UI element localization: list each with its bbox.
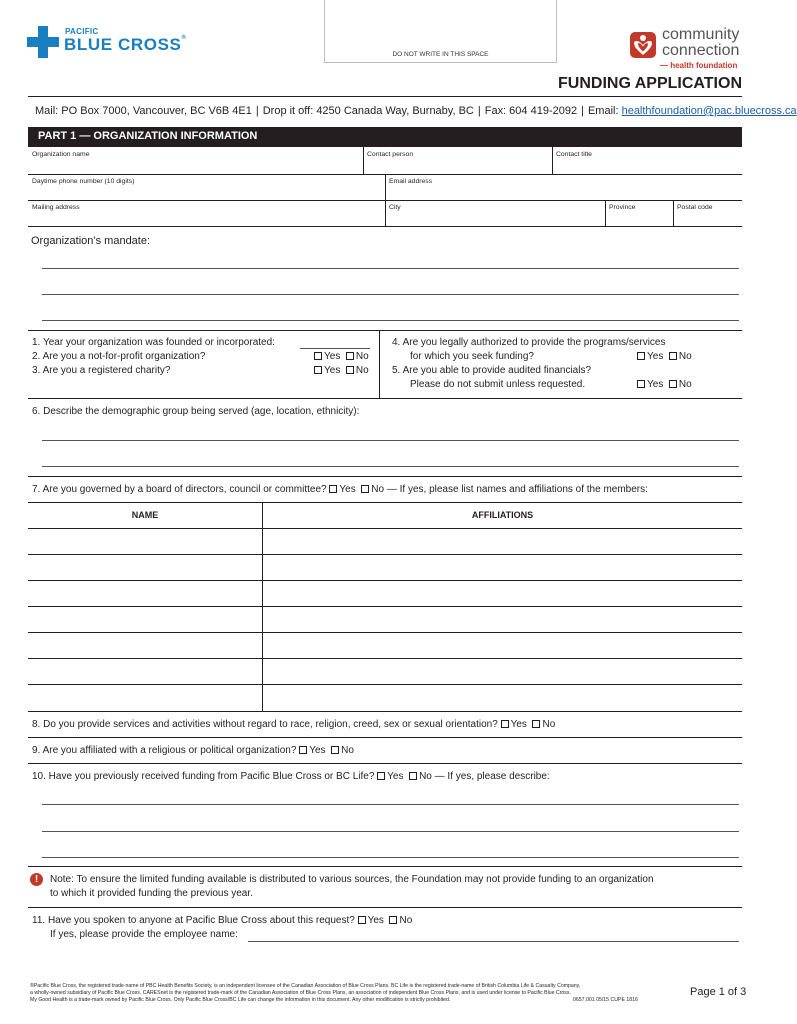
org-name-label: Organization name <box>32 151 90 158</box>
city-input[interactable] <box>386 201 605 225</box>
community-text: community <box>662 26 740 43</box>
q8-no-checkbox[interactable] <box>532 720 540 728</box>
member-affiliation-cells[interactable] <box>263 529 742 710</box>
contact-email-label: Email: <box>587 105 619 117</box>
warning-icon: ! <box>30 873 43 886</box>
footer-legal-2: a wholly-owned subsidiary of Pacific Blue Cross. CARESnet is the registered trade-mark of the Canadian Association of Blue Cross Plans, an association of independent Blue Cross Plans, and is used under license to Pacific Blue Cross. <box>30 990 571 996</box>
footer-legal-1: ®Pacific Blue Cross, the registered trade-name of PBC Health Benefits Society, is an independent licensee of the Canadian Association of Blue Cross Plans. BC Life is the registered trade-name of British Columbia Life & Casualty Company, <box>30 983 581 989</box>
table-top-border <box>28 502 742 503</box>
question-4-cont: for which you seek funding? <box>410 351 534 362</box>
col-header-affiliations: AFFILIATIONS <box>471 510 534 520</box>
q10-answer-line[interactable] <box>42 804 739 805</box>
q10-yes-checkbox[interactable] <box>377 772 385 780</box>
contact-person-label: Contact person <box>367 151 414 158</box>
form-code: 0657.001 05/15 CUPE 1816 <box>573 997 638 1003</box>
q6-answer-line[interactable] <box>42 440 739 441</box>
page-number: Page 1 of 3 <box>690 986 747 998</box>
logo-big-text: BLUE CROSS® <box>64 35 187 54</box>
province-input[interactable] <box>606 201 673 225</box>
contact-person-input[interactable] <box>364 149 552 173</box>
question-4: 4. Are you legally authorized to provide the programs/services <box>392 337 666 348</box>
q4-yes-checkbox[interactable] <box>637 352 645 360</box>
postal-code-label: Postal code <box>677 204 713 211</box>
question-1: 1. Year your organization was founded or incorporated: <box>32 337 275 348</box>
part1-banner <box>28 127 742 147</box>
separator: | <box>477 105 481 117</box>
office-use-label: DO NOT WRITE IN THIS SPACE <box>392 51 489 58</box>
note-line-2: to which it provided funding the previous year. <box>50 888 253 899</box>
city-label: City <box>389 204 401 211</box>
contact-email-link[interactable]: healthfoundation@pac.bluecross.ca <box>621 105 797 117</box>
blue-cross-icon <box>27 26 59 58</box>
section-divider <box>28 907 742 908</box>
pacific-blue-cross-logo <box>27 26 227 60</box>
q11-no-checkbox[interactable] <box>389 916 397 924</box>
question-6: 6. Describe the demographic group being served (age, location, ethnicity): <box>32 406 360 417</box>
question-11-employee: If yes, please provide the employee name: <box>50 929 238 940</box>
column-divider <box>379 330 380 398</box>
contact-title-input[interactable] <box>553 149 742 173</box>
q11-yes-checkbox[interactable] <box>358 916 366 924</box>
q3-options: Yes No <box>314 365 369 376</box>
connection-text: connection <box>662 42 740 59</box>
q5-yes-checkbox[interactable] <box>637 380 645 388</box>
footer-legal-3: My Good Health is a trade-mark owned by Pacific Blue Cross. Only Pacific Blue Cross/BC Life can change the information in this document. Any other modification is strictly prohibited. <box>30 997 451 1003</box>
q9-yes-checkbox[interactable] <box>299 746 307 754</box>
phone-label: Daytime phone number (10 digits) <box>32 178 135 185</box>
mailing-address-input[interactable] <box>28 201 385 225</box>
q4-no-checkbox[interactable] <box>669 352 677 360</box>
question-11: 11. Have you spoken to anyone at Pacific Blue Cross about this request? Yes No <box>32 915 413 926</box>
section-divider <box>28 330 742 331</box>
mailing-address-label: Mailing address <box>32 204 80 211</box>
mandate-label: Organization’s mandate: <box>31 235 151 247</box>
table-bottom-border <box>28 711 742 712</box>
section-divider <box>28 476 742 477</box>
note-line-1: Note: To ensure the limited funding available is distributed to various sources, the Foundation may not provide funding to an organization <box>50 874 654 885</box>
question-2: 2. Are you a not-for-profit organization? <box>32 351 206 362</box>
founded-year-input[interactable] <box>300 348 370 349</box>
question-7: 7. Are you governed by a board of directors, council or committee? Yes No — If yes, please list names and affiliations of the members: <box>32 484 648 495</box>
q7-yes-checkbox[interactable] <box>329 485 337 493</box>
q9-no-checkbox[interactable] <box>331 746 339 754</box>
question-3: 3. Are you a registered charity? <box>32 365 171 376</box>
section-divider <box>28 763 742 764</box>
email-input[interactable] <box>386 175 742 199</box>
logo-small-text: PACIFIC <box>65 27 99 36</box>
question-9: 9. Are you affiliated with a religious or political organization? Yes No <box>32 745 354 756</box>
section-divider <box>28 866 742 867</box>
title-rule <box>28 96 742 97</box>
q5-options: Yes No <box>637 379 692 390</box>
contact-fax: Fax: 604 419-2092 <box>484 105 578 117</box>
q10-answer-line[interactable] <box>42 831 739 832</box>
question-8: 8. Do you provide services and activities without regard to race, religion, creed, sex or sexual orientation? Yes No <box>32 719 556 730</box>
office-use-box <box>324 0 557 63</box>
q6-answer-line[interactable] <box>42 466 739 467</box>
contact-drop-off: Drop it off: 4250 Canada Way, Burnaby, BC <box>262 105 474 117</box>
q10-no-checkbox[interactable] <box>409 772 417 780</box>
question-10: 10. Have you previously received funding from Pacific Blue Cross or BC Life? Yes No — If yes, please describe: <box>32 771 550 782</box>
section-divider <box>28 398 742 399</box>
health-foundation-text: — health foundation <box>660 61 738 70</box>
q2-yes-checkbox[interactable] <box>314 352 322 360</box>
form-title: FUNDING APPLICATION <box>558 75 742 92</box>
question-5: 5. Are you able to provide audited financials? <box>392 365 592 376</box>
community-connection-icon <box>630 32 656 58</box>
contact-line <box>35 105 797 117</box>
mandate-line[interactable] <box>42 320 739 321</box>
q8-yes-checkbox[interactable] <box>501 720 509 728</box>
member-name-cells[interactable] <box>28 529 262 710</box>
email-label: Email address <box>389 178 433 185</box>
col-header-name: NAME <box>131 510 159 520</box>
q2-no-checkbox[interactable] <box>346 352 354 360</box>
postal-code-input[interactable] <box>674 201 742 225</box>
separator: | <box>255 105 259 117</box>
mandate-line[interactable] <box>42 268 739 269</box>
mandate-line[interactable] <box>42 294 739 295</box>
phone-input[interactable] <box>28 175 385 199</box>
org-name-input[interactable] <box>28 149 363 173</box>
province-label: Province <box>609 204 636 211</box>
q4-options: Yes No <box>637 351 692 362</box>
q5-no-checkbox[interactable] <box>669 380 677 388</box>
q3-yes-checkbox[interactable] <box>314 366 322 374</box>
separator: | <box>581 105 584 117</box>
part1-title: PART 1 — ORGANIZATION INFORMATION <box>38 130 258 142</box>
row-divider <box>28 226 742 227</box>
contact-mail: Mail: PO Box 7000, Vancouver, BC V6B 4E1 <box>35 105 252 117</box>
section-divider <box>28 737 742 738</box>
q3-no-checkbox[interactable] <box>346 366 354 374</box>
question-5-cont: Please do not submit unless requested. <box>410 379 586 390</box>
employee-name-input[interactable] <box>248 941 739 942</box>
contact-title-label: Contact title <box>556 151 592 158</box>
q7-no-checkbox[interactable] <box>361 485 369 493</box>
q2-options: Yes No <box>314 351 369 362</box>
q10-answer-line[interactable] <box>42 857 739 858</box>
